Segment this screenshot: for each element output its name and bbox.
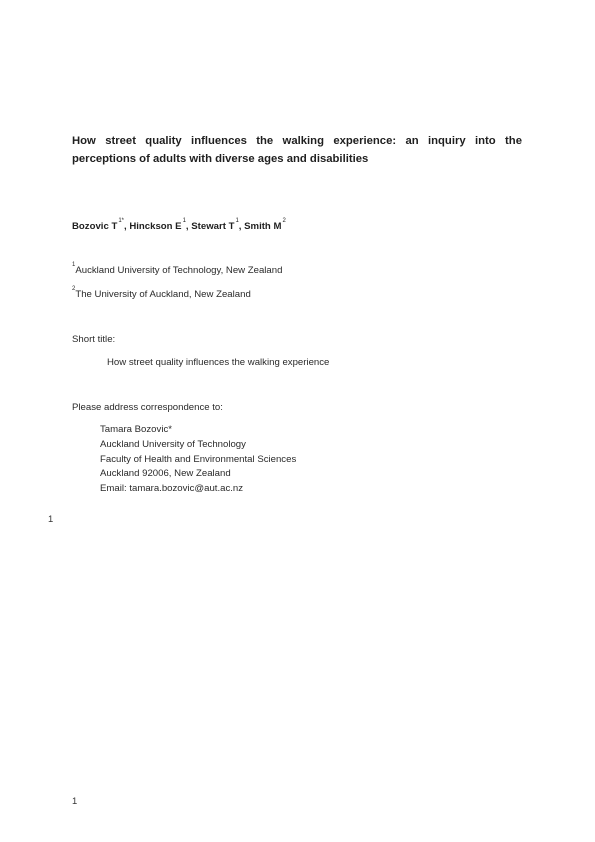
author-affiliation-marker: 1 [235,218,239,224]
correspondence-institution: Auckland University of Technology [100,439,246,450]
author-name: Hinckson E [129,221,182,232]
affiliation-2 [72,286,251,300]
author-affiliation-marker: 1 [182,218,186,224]
affiliation-text: Auckland University of Technology, New Zealand [75,265,283,276]
line-number: 1 [48,513,54,524]
correspondence-email: Email: tamara.bozovic@aut.ac.nz [100,483,244,494]
correspondence-faculty: Faculty of Health and Environmental Sciences [100,454,297,465]
page-number: 1 [72,795,78,806]
correspondence-address: Auckland 92006, New Zealand [100,468,231,479]
short-title-value: How street quality influences the walking experience [107,357,330,368]
author-separator: , [185,221,192,232]
affiliation-marker: 1 [72,262,76,268]
author-affiliation-marker: 1* [118,218,124,224]
short-title-label: Short title: [72,334,116,345]
author-name: Stewart T [191,221,235,232]
affiliation-1 [72,262,283,276]
author-name: Bozovic T [72,221,118,232]
author-separator: , [238,221,245,232]
affiliation-text: The University of Auckland, New Zealand [75,289,251,300]
paper-title: How street quality influences the walking experience: an inquiry into the perceptions of adults with diverse ages and disabilities [72,135,522,165]
author-name: Smith M [244,221,282,232]
author-affiliation-marker: 2 [282,218,286,224]
correspondence-name: Tamara Bozovic* [100,424,172,435]
author-separator: , [123,221,130,232]
correspondence-label: Please address correspondence to: [72,402,223,413]
author-list [72,218,286,232]
affiliation-marker: 2 [72,286,76,292]
